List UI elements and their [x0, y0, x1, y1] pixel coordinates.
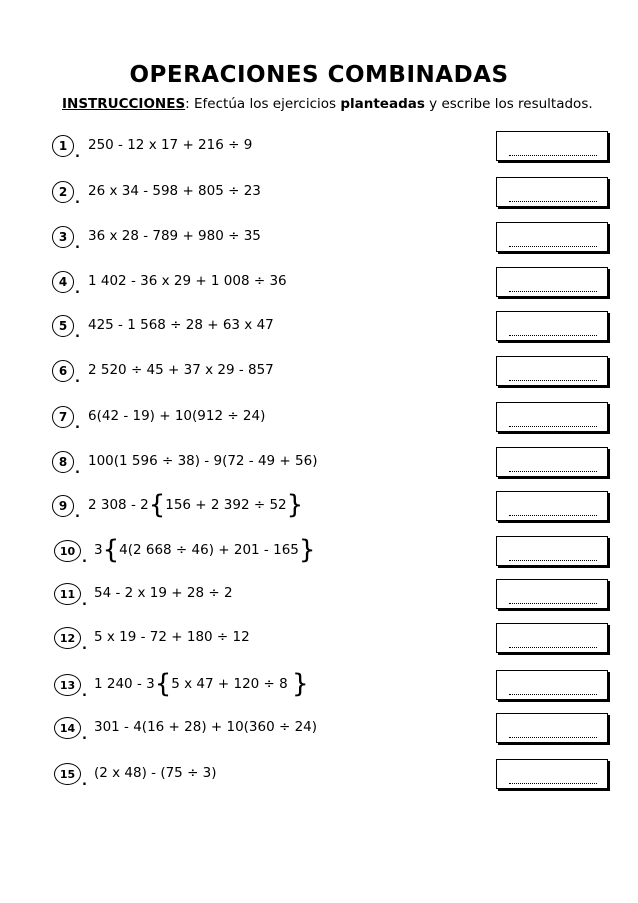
answer-box[interactable] — [496, 759, 608, 789]
answer-box[interactable] — [496, 670, 608, 700]
expression-part: 5 x 47 + 120 ÷ 8 — [171, 676, 293, 692]
exercise-row — [0, 447, 638, 477]
expression-part: 4(2 668 ÷ 46) + 201 - 165 — [119, 542, 299, 558]
exercise-expression: 250 - 12 x 17 + 216 ÷ 9 — [88, 137, 253, 153]
exercise-row — [0, 267, 638, 297]
close-brace: } — [298, 535, 316, 565]
instructions — [62, 96, 593, 112]
answer-box[interactable] — [496, 267, 608, 297]
expression-part: 1 240 - 3 — [94, 676, 155, 692]
answer-line — [509, 647, 597, 648]
instructions-label: INSTRUCCIONES — [62, 96, 186, 112]
exercise-row — [0, 759, 638, 789]
exercise-number-dot: . — [75, 462, 80, 477]
answer-box[interactable] — [496, 713, 608, 743]
exercise-expression: (2 x 48) - (75 ÷ 3) — [94, 765, 217, 781]
open-brace: { — [154, 669, 172, 699]
exercise-row — [0, 222, 638, 252]
exercise-expression: 26 x 34 - 598 + 805 ÷ 23 — [88, 183, 261, 199]
answer-box[interactable] — [496, 623, 608, 653]
answer-line — [509, 783, 597, 784]
exercise-number-dot: . — [82, 638, 87, 653]
exercise-number-dot: . — [75, 237, 80, 252]
exercise-expression: 5 x 19 - 72 + 180 ÷ 12 — [94, 629, 250, 645]
close-brace: } — [286, 490, 304, 520]
answer-box[interactable] — [496, 447, 608, 477]
answer-line — [509, 380, 597, 381]
exercise-number-dot: . — [75, 146, 80, 161]
exercise-row — [0, 311, 638, 341]
exercise-number: 14 — [54, 717, 81, 739]
exercise-row — [0, 491, 638, 521]
exercise-expression: 54 - 2 x 19 + 28 ÷ 2 — [94, 585, 233, 601]
exercise-number: 12 — [54, 627, 81, 649]
answer-line — [509, 335, 597, 336]
answer-line — [509, 737, 597, 738]
open-brace: { — [148, 490, 166, 520]
exercise-number-dot: . — [75, 417, 80, 432]
exercise-row — [0, 177, 638, 207]
instructions-emphasis: planteadas — [340, 96, 425, 112]
exercise-row — [0, 670, 638, 700]
expression-part: 2 308 - 2 — [88, 497, 149, 513]
exercise-number: 1 — [52, 135, 74, 157]
exercise-number-dot: . — [82, 774, 87, 789]
answer-box[interactable] — [496, 311, 608, 341]
answer-box[interactable] — [496, 177, 608, 207]
answer-line — [509, 471, 597, 472]
exercise-number: 11 — [54, 583, 81, 605]
exercise-number-dot: . — [75, 326, 80, 341]
exercise-number-dot: . — [75, 192, 80, 207]
exercise-row — [0, 579, 638, 609]
exercise-number-dot: . — [82, 685, 87, 700]
exercise-number-dot: . — [82, 728, 87, 743]
exercise-row — [0, 623, 638, 653]
open-brace: { — [102, 535, 120, 565]
exercise-row — [0, 536, 638, 566]
instructions-text-after: y escribe los resultados. — [424, 96, 593, 112]
answer-box[interactable] — [496, 402, 608, 432]
exercise-expression — [94, 669, 309, 699]
exercise-number: 4 — [52, 271, 74, 293]
answer-line — [509, 155, 597, 156]
expression-part: 3 — [94, 542, 103, 558]
exercise-number: 13 — [54, 674, 81, 696]
exercise-number: 3 — [52, 226, 74, 248]
exercise-number: 15 — [54, 763, 81, 785]
exercise-row — [0, 713, 638, 743]
answer-line — [509, 515, 597, 516]
exercise-number-dot: . — [75, 282, 80, 297]
exercise-expression: 1 402 - 36 x 29 + 1 008 ÷ 36 — [88, 273, 287, 289]
answer-box[interactable] — [496, 131, 608, 161]
instructions-text-before: Efectúa los ejercicios — [189, 96, 341, 112]
exercise-number: 7 — [52, 406, 74, 428]
exercise-number: 8 — [52, 451, 74, 473]
exercise-expression: 425 - 1 568 ÷ 28 + 63 x 47 — [88, 317, 274, 333]
exercise-expression: 301 - 4(16 + 28) + 10(360 ÷ 24) — [94, 719, 318, 735]
exercise-number: 5 — [52, 315, 74, 337]
answer-line — [509, 201, 597, 202]
answer-box[interactable] — [496, 579, 608, 609]
exercise-expression — [88, 490, 304, 520]
exercise-number: 10 — [54, 540, 81, 562]
answer-box[interactable] — [496, 536, 608, 566]
exercise-row — [0, 131, 638, 161]
answer-line — [509, 694, 597, 695]
instructions-colon: : — [185, 96, 190, 112]
answer-box[interactable] — [496, 356, 608, 386]
exercise-number: 9 — [52, 495, 74, 517]
exercise-expression: 2 520 ÷ 45 + 37 x 29 - 857 — [88, 362, 274, 378]
exercise-number-dot: . — [75, 506, 80, 521]
close-brace: } — [292, 669, 309, 699]
answer-line — [509, 603, 597, 604]
exercise-expression — [94, 535, 316, 565]
exercise-number: 2 — [52, 181, 74, 203]
exercise-expression: 100(1 596 ÷ 38) - 9(72 - 49 + 56) — [88, 453, 318, 469]
answer-box[interactable] — [496, 222, 608, 252]
exercise-number: 6 — [52, 360, 74, 382]
exercise-number-dot: . — [75, 371, 80, 386]
exercise-number-dot: . — [82, 594, 87, 609]
exercise-number-dot: . — [82, 551, 87, 566]
answer-line — [509, 246, 597, 247]
exercise-expression: 6(42 - 19) + 10(912 ÷ 24) — [88, 408, 266, 424]
answer-line — [509, 291, 597, 292]
exercise-row — [0, 356, 638, 386]
expression-part: 156 + 2 392 ÷ 52 — [165, 497, 287, 513]
exercise-expression: 36 x 28 - 789 + 980 ÷ 35 — [88, 228, 261, 244]
answer-line — [509, 560, 597, 561]
answer-box[interactable] — [496, 491, 608, 521]
worksheet-title: OPERACIONES COMBINADAS — [129, 62, 509, 88]
exercise-row — [0, 402, 638, 432]
answer-line — [509, 426, 597, 427]
